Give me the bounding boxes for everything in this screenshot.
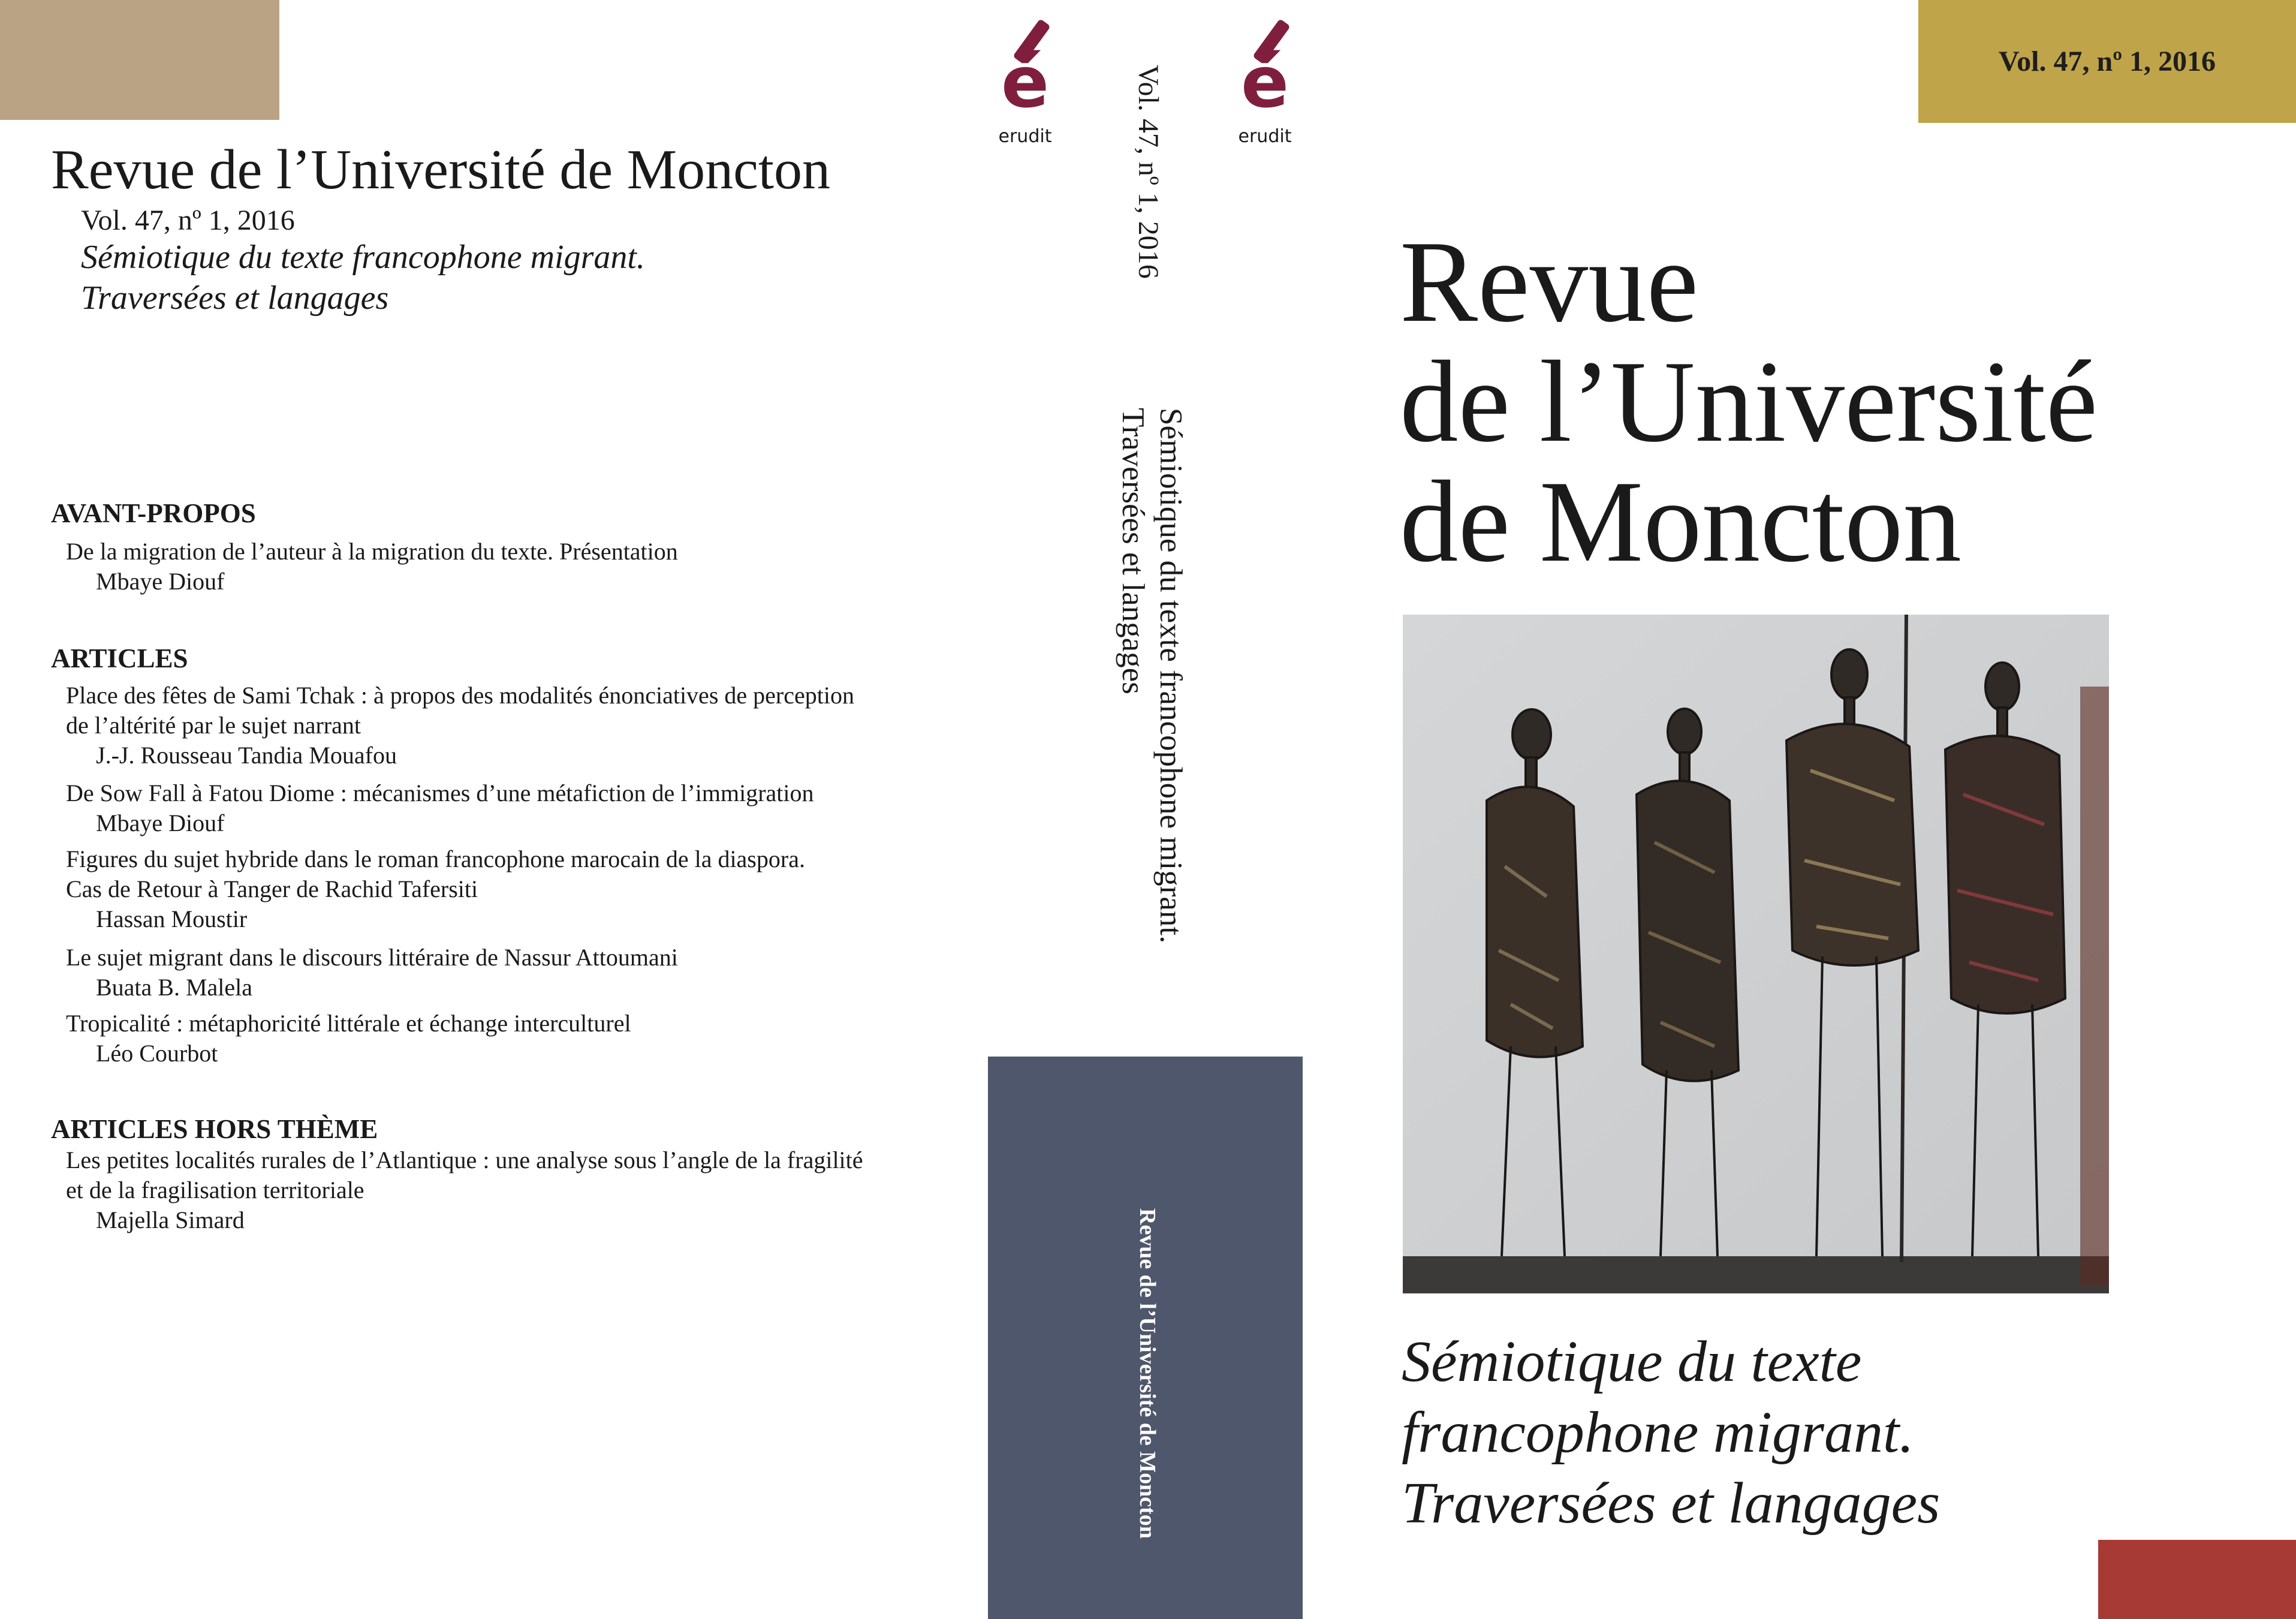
section-heading-articles: ARTICLES [51,643,188,673]
erudit-logo-icon [1232,18,1298,147]
toc-entry [66,778,814,838]
tan-color-block [0,0,279,120]
front-subtitle [1402,1326,2181,1539]
back-journal-title: Revue de l’Université de Moncton [51,139,830,201]
toc-entry-author: Mbaye Diouf [96,568,225,595]
toc-entry-title: Cas de Retour à Tanger de Rachid Tafersiti [66,875,478,902]
toc-entry-author: Buata B. Malela [96,974,253,1001]
toc-entry [66,537,678,597]
spine-issue-label: Vol. 47, nº 1, 2016 [1132,65,1164,279]
toc-entry [66,681,854,771]
spine-journal-title: Revue de l’Université de Moncton [1135,1208,1160,1539]
toc-entry-author: Léo Courbot [96,1040,218,1067]
section-heading-hors-theme: ARTICLES HORS THÈME [51,1114,378,1144]
cover-photo-sculptures [1403,615,2109,1293]
front-title-line: de Moncton [1400,457,1961,586]
front-subtitle-line: Sémiotique du texte [1402,1329,1862,1394]
logo-glyph: é [1001,41,1050,124]
toc-entry-author: Hassan Moustir [96,905,248,932]
front-subtitle-line: Traversées et langages [1402,1471,1941,1536]
front-issue-label: Vol. 47, nº 1, 2016 [1998,46,2216,77]
spine-theme-line: Sémiotique du texte francophone migrant. [1153,408,1188,944]
section-heading-avant-propos: AVANT-PROPOS [51,498,256,528]
toc-entry-title: Place des fêtes de Sami Tchak : à propos des modalités énonciatives de perception [66,682,854,709]
toc-entry-title: et de la fragilisation territoriale [66,1176,364,1203]
toc-entry-title: De la migration de l’auteur à la migration du texte. Présentation [66,538,678,565]
back-theme [81,237,645,318]
spine-theme-line: Traversées et langages [1116,408,1150,694]
toc-entry-author: Mbaye Diouf [96,810,225,836]
toc-entry-title: Figures du sujet hybride dans le roman francophone marocain de la diaspora. [66,845,805,872]
front-title-line: Revue [1400,217,1699,347]
back-issue-label: Vol. 47, nº 1, 2016 [81,204,295,236]
red-color-block [2098,1540,2296,1619]
toc-entry [66,1145,863,1235]
spine-theme [1114,408,1189,959]
toc-entry [66,943,678,1003]
front-subtitle-line: francophone migrant. [1402,1400,1914,1465]
toc-entry-title: Le sujet migrant dans le discours littéraire de Nassur Attoumani [66,944,678,971]
toc-entry-author: J.-J. Rousseau Tandia Mouafou [96,742,397,769]
logo-glyph: é [1240,41,1289,124]
back-theme-line: Sémiotique du texte francophone migrant. [81,239,645,276]
erudit-logo-icon [992,18,1058,147]
toc-entry-title: De Sow Fall à Fatou Diome : mécanismes d’une métafiction de l’immigration [66,780,814,807]
toc-entry [66,844,805,934]
toc-entry-author: Majella Simard [96,1206,245,1233]
front-journal-title [1400,217,2269,586]
toc-entry-title: de l’altérité par le sujet narrant [66,712,361,739]
toc-entry-title: Tropicalité : métaphoricité littérale et échange interculturel [66,1010,631,1037]
toc-entry [66,1009,631,1069]
logo-wordmark: erudit [998,126,1052,147]
toc-entry-title: Les petites localités rurales de l’Atlantique : une analyse sous l’angle de la fragilité [66,1146,863,1173]
back-theme-line: Traversées et langages [81,279,389,317]
front-title-line: de l’Université [1400,337,2098,467]
logo-wordmark: erudit [1238,126,1292,147]
